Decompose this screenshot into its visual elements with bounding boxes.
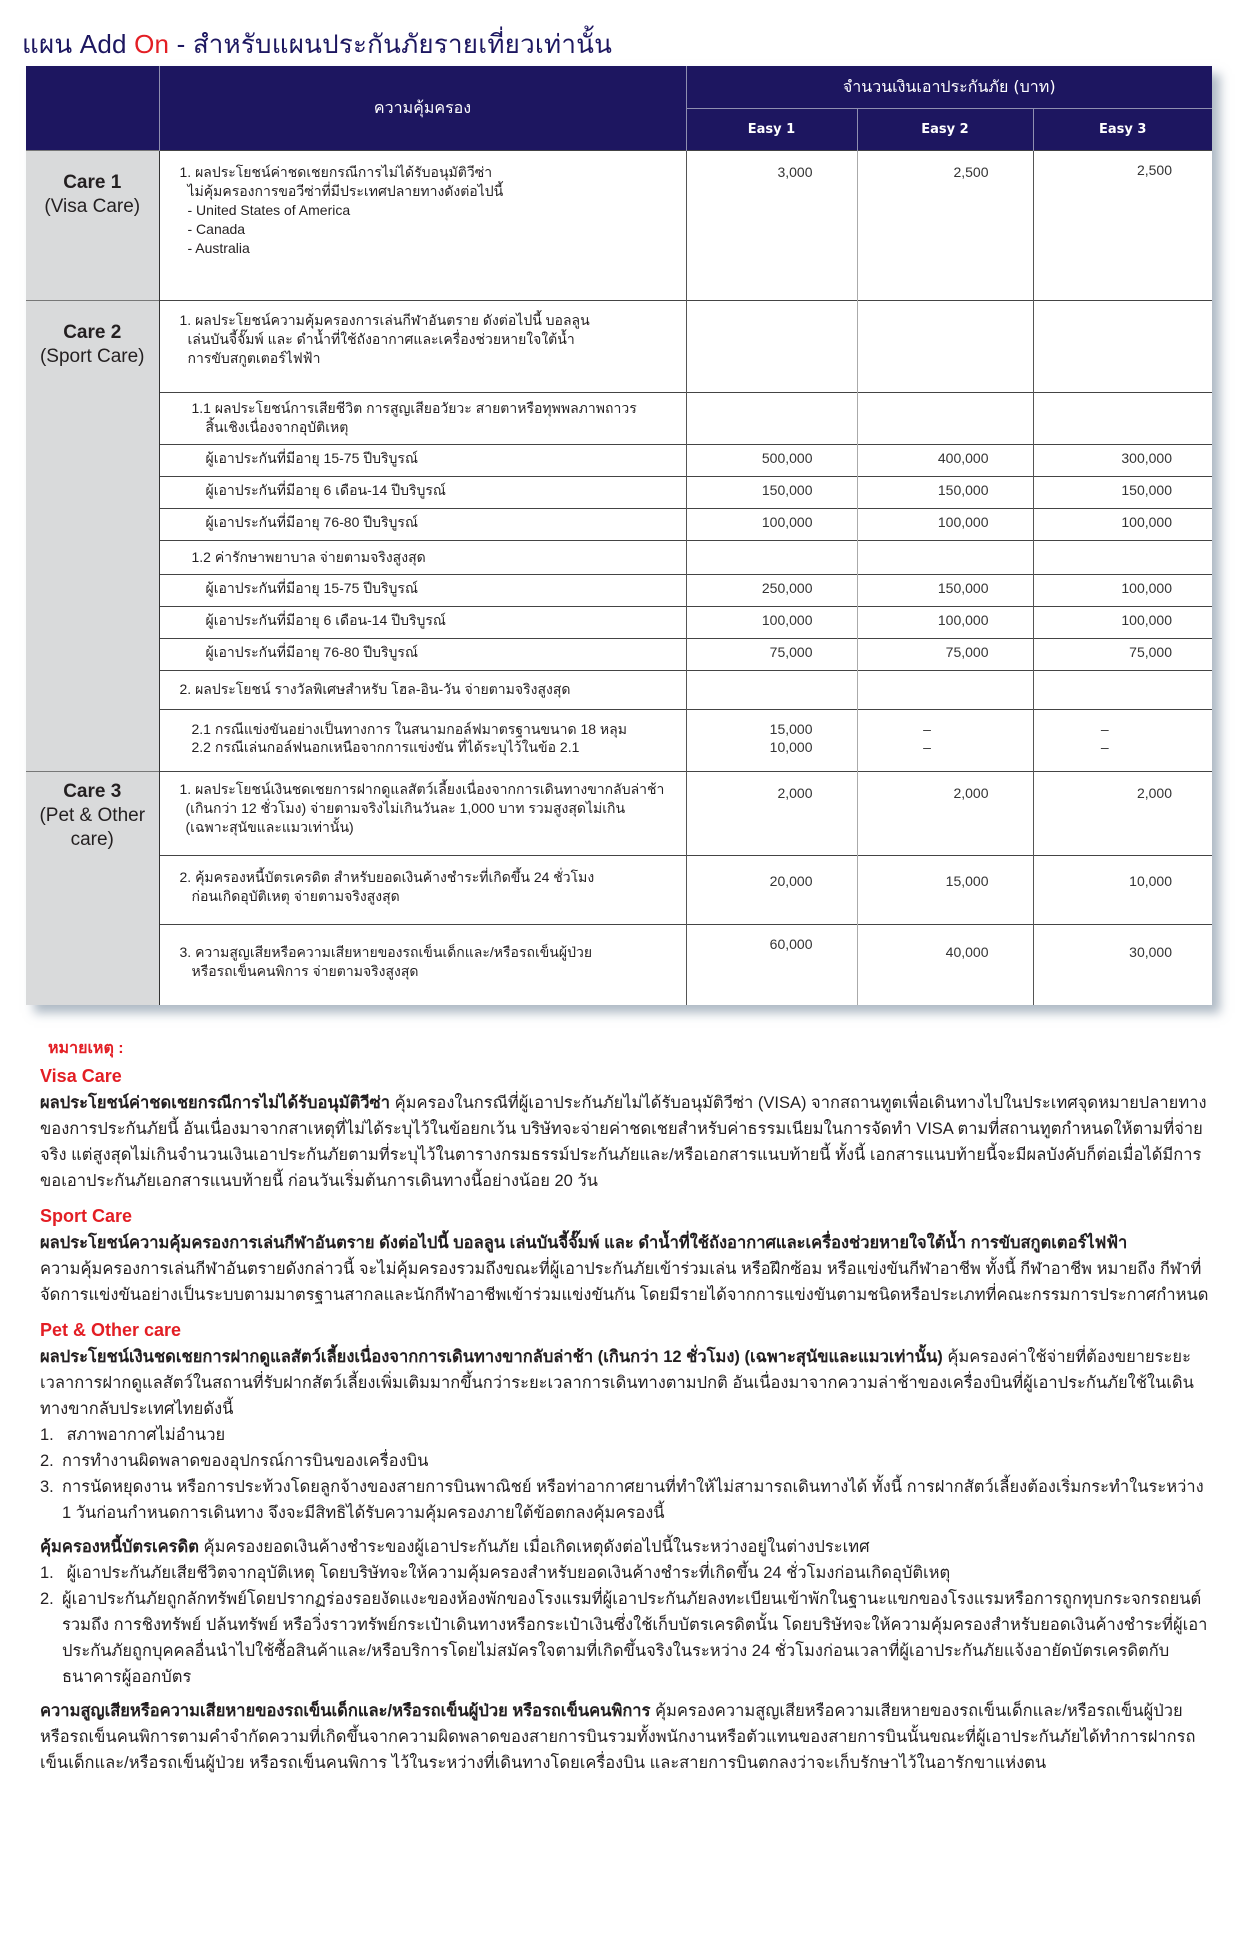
- care-sub: (Visa Care): [44, 196, 141, 217]
- credit-card-text: [40, 1534, 1210, 1560]
- coverage-desc: [159, 151, 686, 301]
- easy-3-value: 75,000: [1033, 639, 1212, 671]
- page-title: [22, 24, 612, 65]
- coverage-desc: ผู้เอาประกันที่มีอายุ 6 เดือน-14 ปีบริบูรณ์: [159, 607, 686, 639]
- easy-2-value: 75,000: [857, 639, 1033, 671]
- easy-2-value: [857, 301, 1033, 393]
- easy-3-value: 150,000: [1033, 477, 1212, 509]
- visa-care-text: [40, 1090, 1210, 1194]
- value-line: –: [1100, 721, 1109, 737]
- coverage-desc: 2. ผลประโยชน์ รางวัลพิเศษสำหรับ โฮล-อิน-วัน จ่ายตามจริงสูงสุด: [159, 671, 686, 710]
- header-easy-2: Easy 2: [857, 109, 1033, 151]
- coverage-desc: ผู้เอาประกันที่มีอายุ 76-80 ปีบริบูรณ์: [159, 639, 686, 671]
- visa-care-heading: Visa Care: [40, 1066, 122, 1086]
- easy-2-value: [857, 393, 1033, 445]
- desc-line: 1. ผลประโยชน์เงินชดเชยการฝากดูแลสัตว์เลี้ยงเนื่องจากการเดินทางขากลับล่าช้า: [179, 781, 665, 797]
- care-name: Care 1: [63, 172, 122, 193]
- stroller-body: คุ้มครองความสูญเสียหรือความเสียหายของรถเข็นเด็กและ/หรือรถเข็นผู้ป่วย หรือรถเข็นคนพิการตามคำจำกัดความที่เกิดขึ้นจากความผิดพลาดของสายการบินรวมทั้งพนักงานหรือตัวแทนของสายการบินนั้นขณะที่ผู้เอาประกันภัยได้ทำการฝากรถเข็นเด็กและ/หรือรถเข็นผู้ป่วย หรือรถเข็นคนพิการ ไว้ในระหว่างที่เดินทางโดยเครื่องบิน และสายการบินตกลงว่าจะเก็บรักษาไว้ในอารักขาแห่งตน: [40, 1702, 1196, 1772]
- easy-1-value: [686, 301, 857, 393]
- care-sub: (Sport Care): [39, 346, 145, 367]
- sport-care-bold: ผลประโยชน์ความคุ้มครองการเล่นกีฬาอันตราย ดังต่อไปนี้ บอลลูน เล่นบันจี้จั๊มพ์ และ ดำน้ำที่ใช้ถังอากาศและเครื่องช่วยหายใจใต้น้ำ การขับสกูตเตอร์ไฟฟ้า: [40, 1234, 1128, 1252]
- desc-line: 2. คุ้มครองหนี้บัตรเครดิต สำหรับยอดเงินค้างชำระที่เกิดขึ้น 24 ชั่วโมง: [179, 869, 595, 885]
- list-number: 2.: [40, 1590, 54, 1608]
- list-number: 3.: [40, 1478, 54, 1496]
- list-text: การทำงานผิดพลาดของอุปกรณ์การบินของเครื่องบิน: [62, 1452, 429, 1470]
- table-row: [26, 856, 1212, 925]
- remark-label: หมายเหตุ :: [48, 1040, 124, 1057]
- easy-1-value: [686, 710, 857, 772]
- coverage-desc: [159, 772, 686, 856]
- coverage-desc: ผู้เอาประกันที่มีอายุ 76-80 ปีบริบูรณ์: [159, 509, 686, 541]
- easy-1-value: 500,000: [686, 445, 857, 477]
- header-sum-insured: จำนวนเงินเอาประกันภัย (บาท): [686, 66, 1212, 109]
- header-easy-3: Easy 3: [1033, 109, 1212, 151]
- table-row: [26, 151, 1212, 301]
- pet-care-heading: Pet & Other care: [40, 1320, 182, 1340]
- table-row: [26, 639, 1212, 671]
- easy-1-value: 100,000: [686, 509, 857, 541]
- list-text: ผู้เอาประกันภัยเสียชีวิตจากอุบัติเหตุ โดยบริษัทจะให้ความคุ้มครองสำหรับยอดเงินค้างชำระที่เกิดขึ้น 24 ชั่วโมงก่อนเกิดอุบัติเหตุ: [62, 1564, 951, 1582]
- easy-2-value: 400,000: [857, 445, 1033, 477]
- desc-line: การขับสกูตเตอร์ไฟฟ้า: [187, 350, 321, 366]
- easy-2-value: 15,000: [857, 856, 1033, 925]
- visa-care-bold: ผลประโยชน์ค่าชดเชยกรณีการไม่ได้รับอนุมัติวีซ่า: [40, 1094, 391, 1112]
- easy-2-value: 100,000: [857, 509, 1033, 541]
- table-row: [26, 575, 1212, 607]
- title-suffix: - สำหรับแผนประกันภัยรายเที่ยวเท่านั้น: [169, 29, 613, 59]
- list-number: 1.: [40, 1564, 54, 1582]
- table-row: [26, 509, 1212, 541]
- easy-2-value: 2,500: [857, 151, 1033, 301]
- easy-2-value: 150,000: [857, 575, 1033, 607]
- table-row: [26, 925, 1212, 1005]
- coverage-table: [26, 66, 1212, 1005]
- coverage-desc: [159, 925, 686, 1005]
- easy-3-value: 300,000: [1033, 445, 1212, 477]
- easy-3-value: [1033, 301, 1212, 393]
- list-text: การนัดหยุดงาน หรือการประท้วงโดยลูกจ้างของสายการบินพาณิชย์ หรือท่าอากาศยานที่ทำให้ไม่สามารถเดินทางได้ ทั้งนี้ การฝากสัตว์เลี้ยงต้องเริ่มกระทำในระหว่าง 1 วันก่อนกำหนดการเดินทาง จึงจะมีสิทธิได้รับความคุ้มครองภายใต้ข้อตกลงคุ้มครองนี้: [62, 1478, 1204, 1522]
- coverage-desc: [159, 393, 686, 445]
- care-sub: (Pet & Other care): [39, 805, 146, 850]
- desc-line: หรือรถเข็นคนพิการ จ่ายตามจริงสูงสุด: [191, 963, 419, 979]
- desc-line: 3. ความสูญเสียหรือความเสียหายของรถเข็นเด็กและ/หรือรถเข็นผู้ป่วย: [179, 944, 593, 960]
- credit-card-body: คุ้มครองยอดเงินค้างชำระของผู้เอาประกันภัย เมื่อเกิดเหตุดังต่อไปนี้ในระหว่างอยู่ในต่างประเทศ: [198, 1538, 870, 1556]
- easy-2-value: [857, 671, 1033, 710]
- easy-3-value: 2,000: [1033, 772, 1212, 856]
- easy-1-value: [686, 393, 857, 445]
- desc-line: ก่อนเกิดอุบัติเหตุ จ่ายตามจริงสูงสุด: [191, 888, 400, 904]
- list-text: ผู้เอาประกันภัยถูกลักทรัพย์โดยปรากฏร่องรอยงัดแงะของห้องพักของโรงแรมที่ผู้เอาประกันภัยลงทะเบียนเข้าพักในฐานะแขกของโรงแรมหรือการถูกทุบกระจกรถยนต์ รวมถึง การชิงทรัพย์ ปล้นทรัพย์ หรือวิ่งราวทรัพย์กระเป๋าเดินทางหรือกระเป๋าเงินซึ่งใช้เก็บบัตรเครดิตนั้น โดยบริษัทจะให้ความคุ้มครองสำหรับยอดเงินค้างชำระที่ผู้เอาประกันภัยถูกบุคคลอื่นนำไปใช้ซื้อสินค้าและ/หรือบริการโดยไม่สมัครใจตามที่เกิดขึ้นจริงในระหว่าง 24 ชั่วโมงก่อนเวลาที่ผู้เอาประกันภัยแจ้งอายัดบัตรเครดิตกับธนาคารผู้ออกบัตร: [62, 1590, 1208, 1686]
- header-care: [26, 66, 159, 151]
- list-item: [40, 1474, 1210, 1526]
- easy-2-value: 40,000: [857, 925, 1033, 1005]
- table-row: [26, 710, 1212, 772]
- easy-1-value: 150,000: [686, 477, 857, 509]
- sport-care-body: ความคุ้มครองการเล่นกีฬาอันตรายดังกล่าวนี้ จะไม่คุ้มครองรวมถึงขณะที่ผู้เอาประกันภัยเข้าร่วมเล่น หรือฝึกซ้อม หรือแข่งขันกีฬาอาชีพ ทั้งนี้ กีฬาอาชีพ หมายถึง กีฬาที่จัดการแข่งขันอย่างเป็นระบบตามมาตรฐานสากลและนักกีฬาอาชีพเข้าร่วมแข่งขันกัน โดยมีรายได้จากการแข่งขันตามชนิดหรือประเภทที่คณะกรรมการประกาศกำหนด: [40, 1260, 1209, 1304]
- desc-line: (เกินกว่า 12 ชั่วโมง) จ่ายตามจริงไม่เกินวันละ 1,000 บาท รวมสูงสุดไม่เกิน: [185, 800, 626, 816]
- list-item: [40, 1586, 1210, 1690]
- value-line: –: [923, 721, 931, 737]
- easy-2-value: [857, 710, 1033, 772]
- value-line: 10,000: [769, 739, 813, 755]
- desc-line: เล่นบันจี้จั๊มพ์ และ ดำน้ำที่ใช้ถังอากาศและเครื่องช่วยหายใจใต้น้ำ: [187, 331, 575, 347]
- table-row: [26, 772, 1212, 856]
- sport-care-heading: Sport Care: [40, 1206, 133, 1226]
- care-2-label: [26, 301, 159, 772]
- list-text: สภาพอากาศไม่อำนวย: [62, 1426, 226, 1444]
- table-row: [26, 301, 1212, 393]
- desc-line: 2.2 กรณีเล่นกอล์ฟนอกเหนือจากการแข่งขัน ที่ได้ระบุไว้ในข้อ 2.1: [191, 739, 580, 755]
- desc-line: 1. ผลประโยชน์ความคุ้มครองการเล่นกีฬาอันตราย ดังต่อไปนี้ บอลลูน: [179, 312, 590, 328]
- coverage-desc: 1.2 ค่ารักษาพยาบาล จ่ายตามจริงสูงสุด: [159, 541, 686, 575]
- easy-2-value: 2,000: [857, 772, 1033, 856]
- coverage-desc: [159, 301, 686, 393]
- easy-2-value: [857, 541, 1033, 575]
- visa-care-body: คุ้มครองในกรณีที่ผู้เอาประกันภัยไม่ได้รับอนุมัติวีซ่า (VISA) จากสถานทูตเพื่อเดินทางไปในประเทศจุดหมายปลายทางของการประกันภัยนี้ อันเนื่องมาจากสาเหตุที่ไม่ได้ระบุไว้ในข้อยกเว้น บริษัทจะจ่ายค่าชดเชยสำหรับค่าธรรมเนียมในการจัดทำ VISA ตามที่สถานทูตกำหนดให้ตามที่จ่ายจริง แต่สูงสุดไม่เกินจำนวนเงินเอาประกันภัยตามที่ระบุไว้ในตารางกรมธรรม์ประกันภัยและ/หรือเอกสารแนบท้ายนี้ ทั้งนี้ เอกสารแนบท้ายนี้จะมีผลบังคับก็ต่อเมื่อได้มีการขอเอาประกันภัยเอกสารแนบท้ายนี้ ก่อนวันเริ่มต้นการเดินทางนี้อย่างน้อย 20 วัน: [40, 1094, 1207, 1190]
- desc-line: 2.1 กรณีแข่งขันอย่างเป็นทางการ ในสนามกอล์ฟมาตรฐานขนาด 18 หลุม: [191, 721, 627, 737]
- easy-1-value: [686, 671, 857, 710]
- stroller-text: [40, 1698, 1210, 1776]
- value-line: –: [923, 739, 931, 755]
- pet-care-body: คุ้มครองค่าใช้จ่ายที่ต้องขยายระยะเวลาการฝากดูแลสัตว์ในสถานที่รับฝากสัตว์เลี้ยงเพิ่มเติมมากขึ้นกว่าระยะเวลาการเดินทางตามปกติ อันเนื่องมาจากความล่าช้าของเครื่องบินที่ผู้เอาประกันภัยใช้ในเดินทางขากลับประเทศไทยดังนี้: [40, 1348, 1194, 1418]
- header-coverage: ความคุ้มครอง: [159, 66, 686, 151]
- credit-card-list: [40, 1560, 1210, 1690]
- care-3-label: [26, 772, 159, 1005]
- list-item: [40, 1422, 1210, 1448]
- credit-card-bold: คุ้มครองหนี้บัตรเครดิต: [40, 1538, 199, 1556]
- easy-3-value: 2,500: [1033, 151, 1212, 301]
- easy-1-value: 250,000: [686, 575, 857, 607]
- notes-section: [40, 1036, 1210, 1784]
- easy-3-value: 10,000: [1033, 856, 1212, 925]
- table-row: [26, 671, 1212, 710]
- coverage-desc: [159, 856, 686, 925]
- easy-2-value: 100,000: [857, 607, 1033, 639]
- desc-line: 1.1 ผลประโยชน์การเสียชีวิต การสูญเสียอวัยวะ สายตาหรือทุพพลภาพถาวร: [191, 400, 637, 416]
- desc-line: - Canada: [187, 221, 246, 237]
- easy-3-value: [1033, 671, 1212, 710]
- easy-3-value: 30,000: [1033, 925, 1212, 1005]
- easy-1-value: 75,000: [686, 639, 857, 671]
- easy-3-value: [1033, 710, 1212, 772]
- desc-line: ไม่คุ้มครองการขอวีซ่าที่มีประเทศปลายทางดังต่อไปนี้: [187, 183, 504, 199]
- desc-line: (เฉพาะสุนัขและแมวเท่านั้น): [185, 819, 354, 835]
- desc-line: 1. ผลประโยชน์ค่าชดเชยกรณีการไม่ได้รับอนุมัติวีซ่า: [179, 164, 493, 180]
- care-name: Care 2: [63, 322, 122, 343]
- list-number: 1.: [40, 1426, 54, 1444]
- easy-1-value: 3,000: [686, 151, 857, 301]
- table-row: [26, 393, 1212, 445]
- coverage-desc: ผู้เอาประกันที่มีอายุ 15-75 ปีบริบูรณ์: [159, 575, 686, 607]
- coverage-desc: [159, 710, 686, 772]
- easy-2-value: 150,000: [857, 477, 1033, 509]
- sport-care-text: [40, 1230, 1210, 1308]
- list-item: [40, 1560, 1210, 1586]
- easy-3-value: [1033, 393, 1212, 445]
- value-line: –: [1100, 739, 1109, 755]
- stroller-bold: ความสูญเสียหรือความเสียหายของรถเข็นเด็กและ/หรือรถเข็นผู้ป่วย หรือรถเข็นคนพิการ: [40, 1702, 651, 1720]
- list-item: [40, 1448, 1210, 1474]
- easy-1-value: [686, 541, 857, 575]
- table-row: [26, 541, 1212, 575]
- table-row: [26, 445, 1212, 477]
- care-name: Care 3: [63, 781, 122, 802]
- value-line: 15,000: [769, 721, 813, 737]
- list-number: 2.: [40, 1452, 54, 1470]
- pet-care-list: [40, 1422, 1210, 1526]
- desc-line: สิ้นเชิงเนื่องจากอุบัติเหตุ: [205, 419, 349, 435]
- pet-care-bold: ผลประโยชน์เงินชดเชยการฝากดูแลสัตว์เลี้ยงเนื่องจากการเดินทางขากลับล่าช้า (เกินกว่า 12 ชั่วโมง) (เฉพาะสุนัขและแมวเท่านั้น): [40, 1348, 943, 1366]
- coverage-desc: ผู้เอาประกันที่มีอายุ 6 เดือน-14 ปีบริบูรณ์: [159, 477, 686, 509]
- desc-line: - Australia: [187, 240, 250, 256]
- title-accent: On: [134, 29, 170, 59]
- easy-1-value: 20,000: [686, 856, 857, 925]
- easy-1-value: 100,000: [686, 607, 857, 639]
- table-row: [26, 607, 1212, 639]
- easy-3-value: 100,000: [1033, 575, 1212, 607]
- coverage-desc: ผู้เอาประกันที่มีอายุ 15-75 ปีบริบูรณ์: [159, 445, 686, 477]
- desc-line: - United States of America: [187, 202, 351, 218]
- header-easy-1: Easy 1: [686, 109, 857, 151]
- pet-care-text: [40, 1344, 1210, 1422]
- easy-3-value: 100,000: [1033, 509, 1212, 541]
- title-prefix: แผน Add: [22, 29, 135, 59]
- easy-3-value: 100,000: [1033, 607, 1212, 639]
- easy-1-value: 2,000: [686, 772, 857, 856]
- easy-1-value: 60,000: [686, 925, 857, 1005]
- easy-3-value: [1033, 541, 1212, 575]
- table-row: [26, 477, 1212, 509]
- care-1-label: [26, 151, 159, 301]
